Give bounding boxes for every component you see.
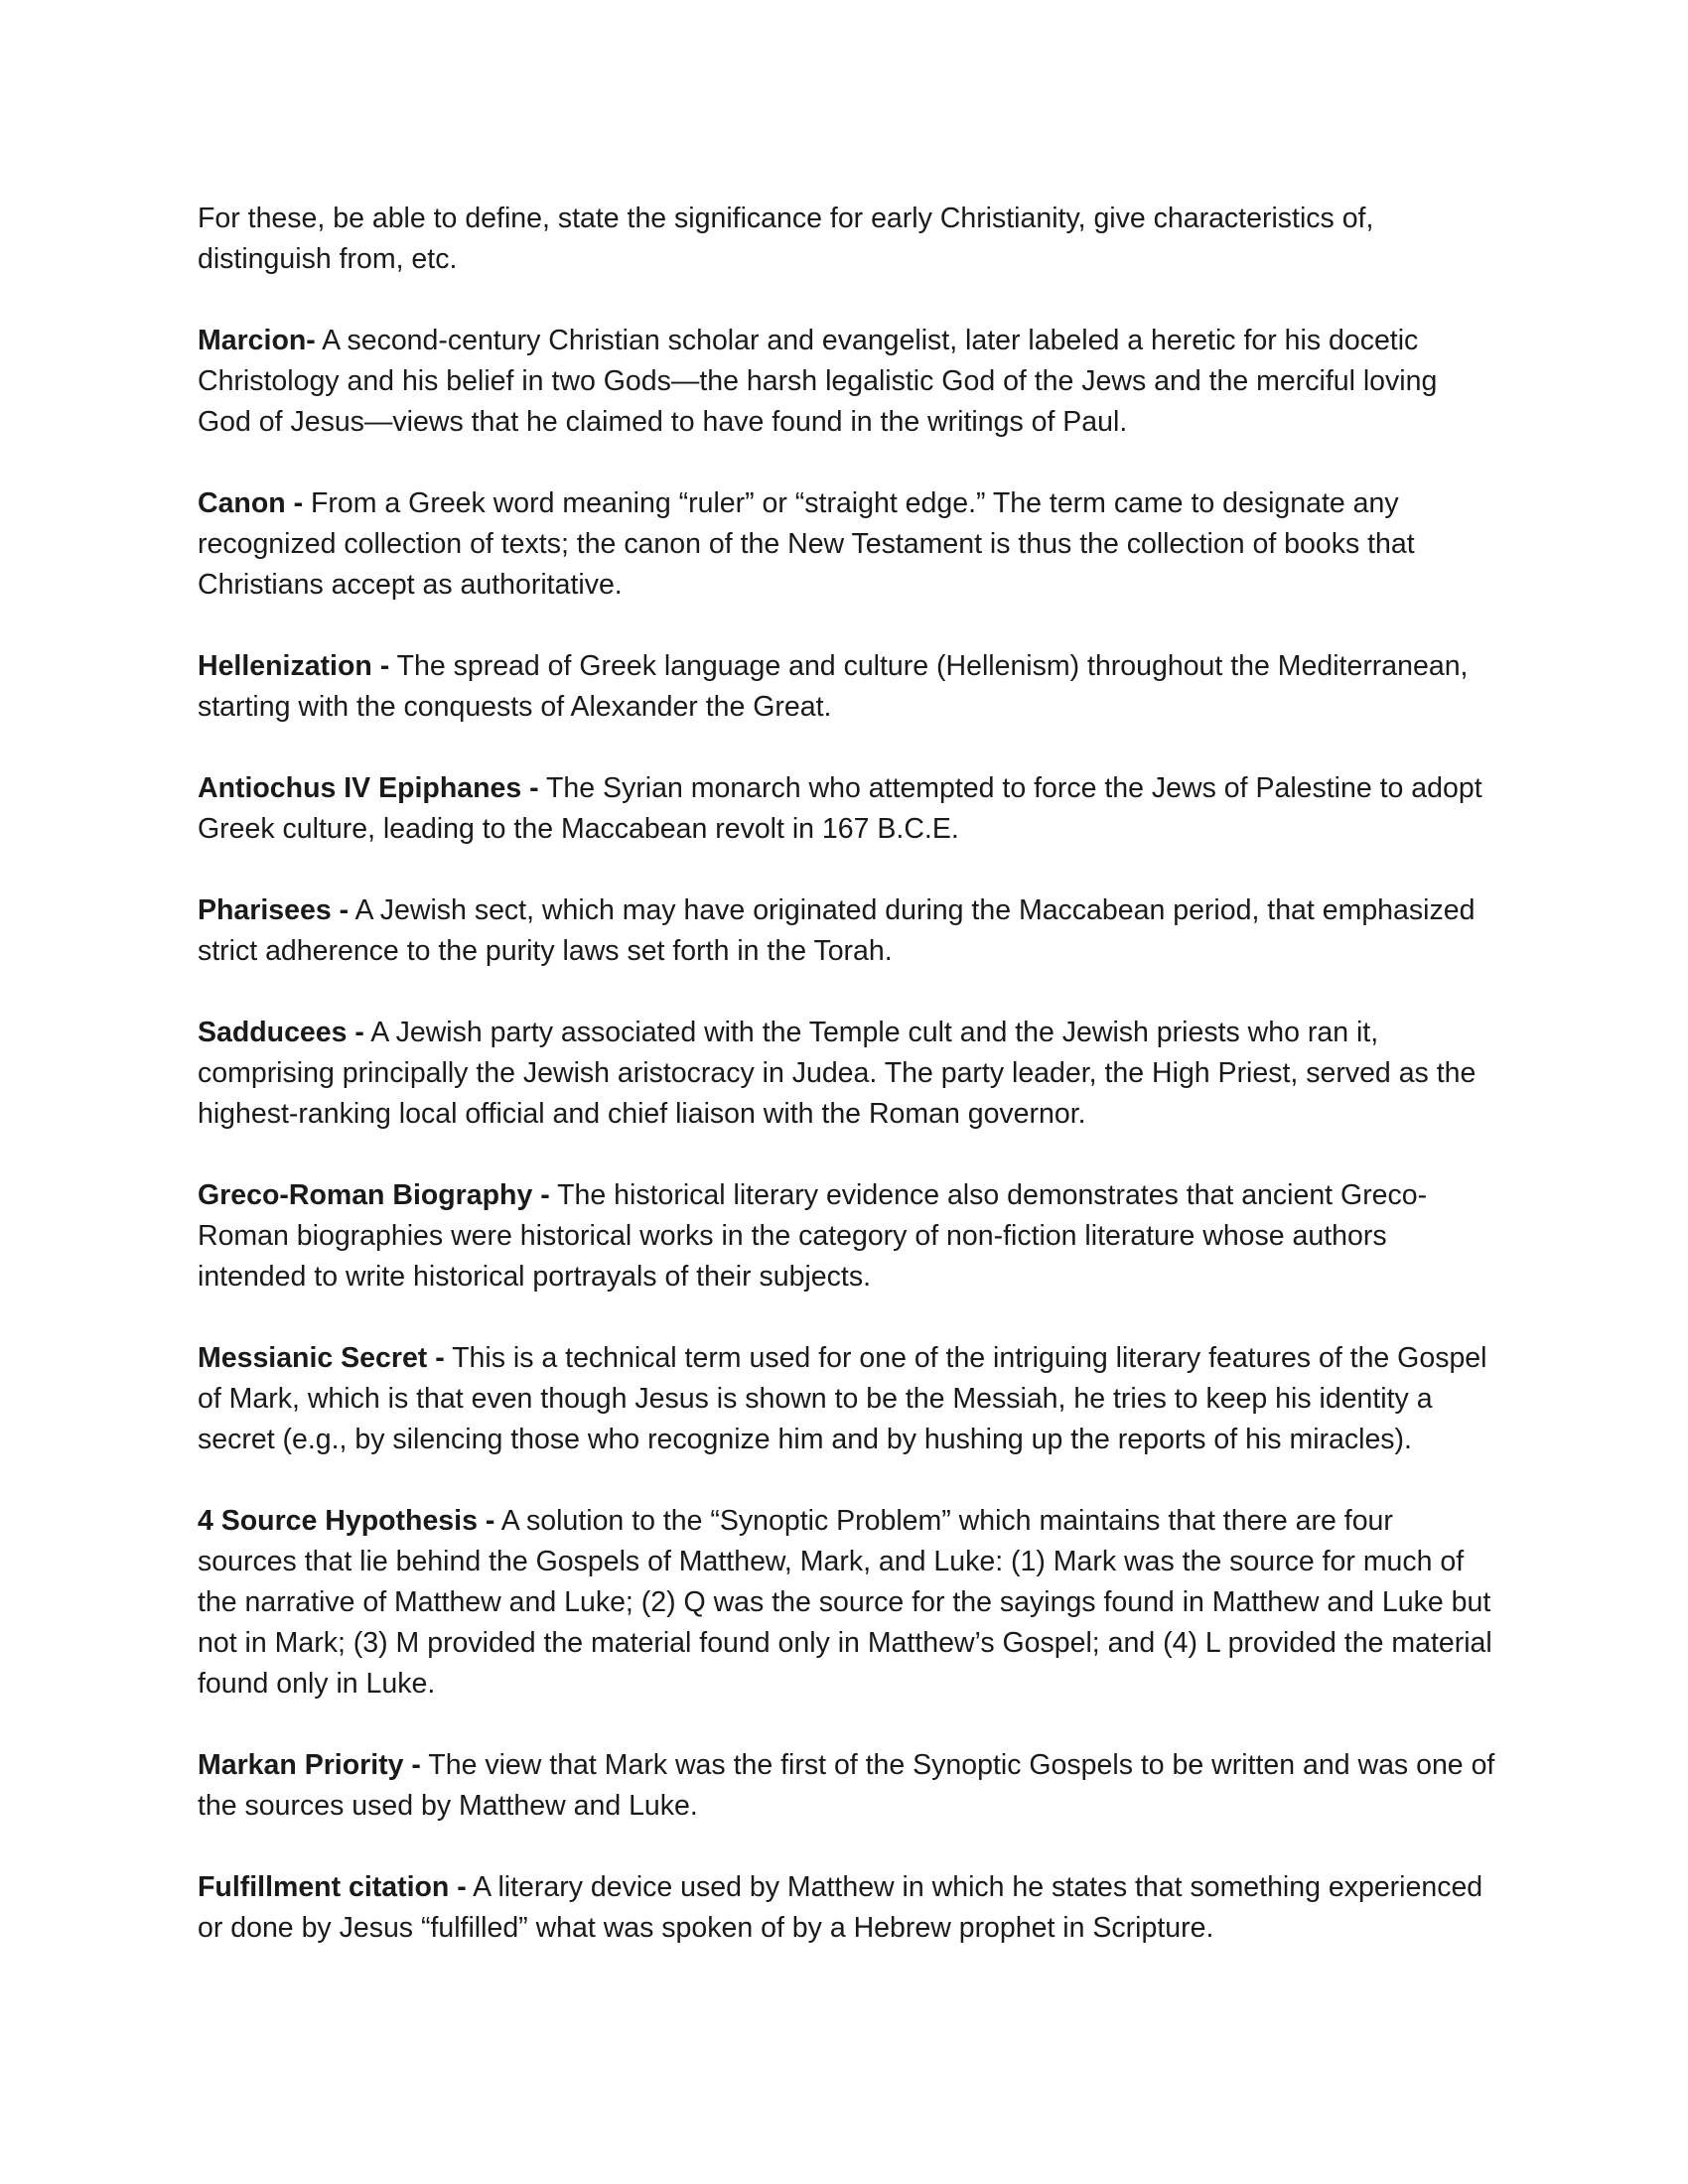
term-label: Markan Priority -	[198, 1749, 421, 1781]
document-page	[198, 199, 1498, 1989]
entry-hellenization	[198, 646, 1498, 728]
entry-marcion	[198, 321, 1498, 443]
term-label: Pharisees -	[198, 894, 350, 926]
entry-four-source-hypothesis	[198, 1501, 1498, 1705]
term-label: Antiochus IV Epiphanes -	[198, 772, 539, 804]
term-definition: A solution to the “Synoptic Problem” which maintains that there are four sources that lie behind the Gospels of Matthew, Mark, and Luke: (1) Mark was the source for much of the narrative of Matthew and Luke; (2) Q was the source for the sayings found in Matthew and Luke but not in Mark; (3) M provided the material found only in Matthew’s Gospel; and (4) L provided the material found only in Luke.	[198, 1505, 1492, 1700]
entry-fulfillment-citation	[198, 1867, 1498, 1949]
entry-canon	[198, 483, 1498, 606]
term-definition: The view that Mark was the first of the Synoptic Gospels to be written and was one of the sources used by Matthew and Luke.	[198, 1749, 1495, 1822]
term-label: Fulfillment citation -	[198, 1871, 467, 1903]
entry-sadducees	[198, 1013, 1498, 1135]
term-definition: The Syrian monarch who attempted to force the Jews of Palestine to adopt Greek culture, leading to the Maccabean revolt in 167 B.C.E.	[198, 772, 1482, 845]
intro-paragraph: For these, be able to define, state the significance for early Christianity, give characteristics of, distinguish from, etc.	[198, 203, 1374, 275]
term-label: Greco-Roman Biography -	[198, 1179, 550, 1211]
term-label: Marcion-	[198, 325, 316, 356]
entry-pharisees	[198, 890, 1498, 972]
entry-greco-roman-biography	[198, 1175, 1498, 1297]
entry-markan-priority	[198, 1745, 1498, 1827]
term-label: Hellenization -	[198, 650, 390, 682]
term-label: 4 Source Hypothesis -	[198, 1505, 495, 1537]
term-definition: The spread of Greek language and culture (Hellenism) throughout the Mediterranean, starting with the conquests of Alexander the Great.	[198, 650, 1469, 723]
term-definition: A literary device used by Matthew in which he states that something experienced or done by Jesus “fulfilled” what was spoken of by a Hebrew prophet in Scripture.	[198, 1871, 1483, 1944]
term-definition: A Jewish sect, which may have originated during the Maccabean period, that emphasized strict adherence to the purity laws set forth in the Torah.	[198, 894, 1476, 967]
term-label: Messianic Secret -	[198, 1342, 445, 1374]
entry-antiochus	[198, 768, 1498, 850]
entry-messianic-secret	[198, 1338, 1498, 1460]
term-label: Sadducees -	[198, 1017, 364, 1048]
term-definition: A Jewish party associated with the Temple cult and the Jewish priests who ran it, comprising principally the Jewish aristocracy in Judea. The party leader, the High Priest, served as the highest-ranking local official and chief liaison with the Roman governor.	[198, 1017, 1477, 1130]
term-definition: From a Greek word meaning “ruler” or “straight edge.” The term came to designate any recognized collection of texts; the canon of the New Testament is thus the collection of books that Christians accept as authoritative.	[198, 487, 1415, 601]
term-definition: The historical literary evidence also demonstrates that ancient Greco-Roman biographies were historical works in the category of non-fiction literature whose authors intended to write historical portrayals of their subjects.	[198, 1179, 1428, 1293]
term-definition: A second-century Christian scholar and evangelist, later labeled a heretic for his docetic Christology and his belief in two Gods—the harsh legalistic God of the Jews and the merciful loving God of Jesus—views that he claimed to have found in the writings of Paul.	[198, 325, 1438, 438]
term-label: Canon -	[198, 487, 304, 519]
term-definition: This is a technical term used for one of the intriguing literary features of the Gospel of Mark, which is that even though Jesus is shown to be the Messiah, he tries to keep his identity a secret (e.g., by silencing those who recognize him and by hushing up the reports of his miracles).	[198, 1342, 1487, 1455]
